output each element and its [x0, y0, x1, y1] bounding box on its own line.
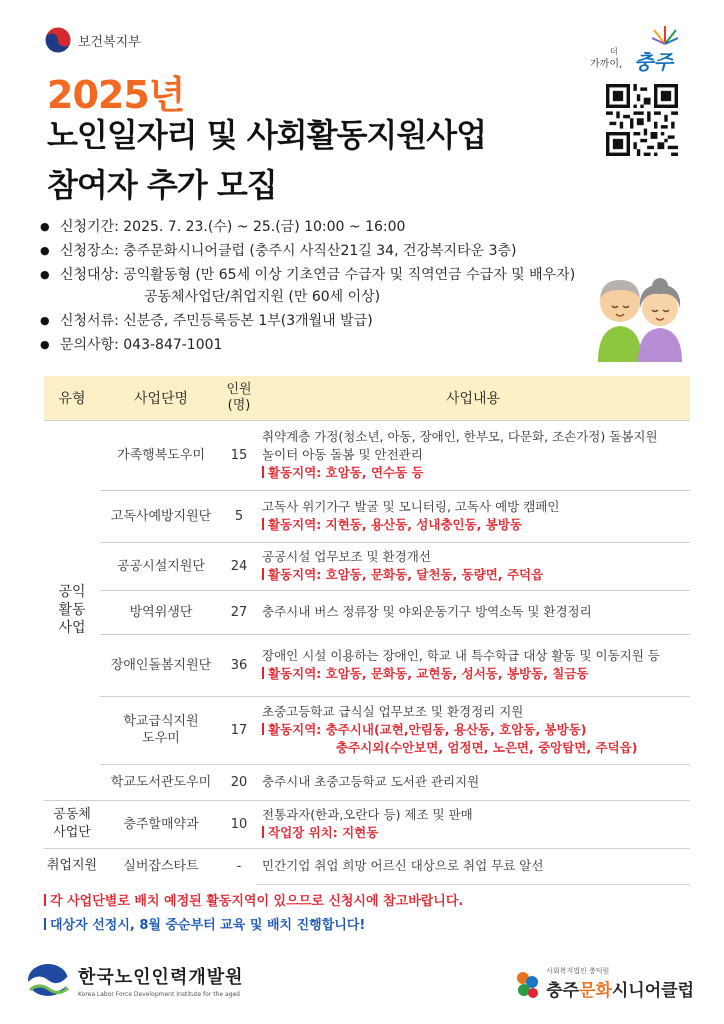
info-target-cont: 공동체사업단/취업지원 (만 60세 이상)	[144, 289, 381, 305]
senior-club-icon	[514, 969, 540, 999]
table-row	[44, 764, 690, 800]
info-target: ● 신청대상: 공익활동형 (만 65세 이상 기초연금 수급자 및 직역연금 수급자 및 배우자) 공동체사업단/취업지원 (만 60세 이상)	[40, 264, 600, 308]
row-desc: 초중고등학교 급식실 업무보조 및 환경정리 지원 활동지역: 충주시내(교현,안림동, 용산동, 호암동, 봉방동) 충주시외(수안보면, 엄정면, 노은면, 중앙탑면, 주덕읍)	[256, 696, 690, 764]
row-name: 실버잡스타트	[100, 848, 222, 884]
table-row	[44, 590, 690, 634]
row-note: 활동지역: 호암동, 문화동, 달천동, 동량면, 주덕읍	[268, 567, 544, 582]
row-note: 활동지역: 호암동, 문화동, 교현동, 성서동, 봉방동, 칠금동	[268, 666, 589, 681]
kolaf-name: 한국노인인력개발원	[78, 966, 244, 988]
row-note: 활동지역: 지현동, 용산동, 성내충인동, 봉방동	[268, 517, 523, 532]
row-count: 27	[222, 590, 256, 634]
row-desc: 장애인 시설 이용하는 장애인, 학교 내 특수학급 대상 활동 및 이동지원 등 활동지역: 호암동, 문화동, 교현동, 성서동, 봉방동, 칠금동	[256, 634, 690, 696]
row-name: 고독사예방지원단	[100, 490, 222, 542]
elderly-couple-illustration	[590, 262, 690, 362]
row-name: 방역위생단	[100, 590, 222, 634]
row-desc: 충주시내 버스 정류장 및 야외운동기구 방역소독 및 환경정리	[256, 590, 690, 634]
program-table	[44, 376, 690, 885]
row-name: 가족행복도우미	[100, 420, 222, 490]
table-row	[44, 848, 690, 884]
group-community: 공동체 사업단	[44, 800, 100, 848]
header-type: 유형	[44, 376, 100, 420]
title-line-1: 노인일자리 및 사회활동지원사업	[47, 116, 487, 154]
row-desc: 전통과자(한과,오란다 등) 제조 및 판매 작업장 위치: 지현동	[256, 800, 690, 848]
slogan-city: 충주	[634, 50, 673, 74]
title-line-2: 참여자 추가 모집	[47, 166, 277, 204]
qr-code[interactable]	[606, 84, 678, 156]
note-region: 각 사업단별로 배치 예정된 활동지역이 있으므로 신청시에 참고바랍니다.	[44, 890, 463, 909]
row-note: 활동지역: 충주시내(교현,안림동, 용산동, 호암동, 봉방동)	[268, 722, 587, 737]
table-row	[44, 420, 690, 490]
ministry-logo	[44, 26, 141, 54]
row-desc: 공공시설 업무보조 및 환경개선 활동지역: 호암동, 문화동, 달천동, 동량면, 주덕읍	[256, 542, 690, 590]
senior-club-parent: 사회복지법인 충덕원	[546, 967, 610, 975]
row-desc: 고독사 위기가구 발굴 및 모니터링, 고독사 예방 캠페인 활동지역: 지현동, 용산동, 성내충인동, 봉방동	[256, 490, 690, 542]
row-count: -	[222, 848, 256, 884]
senior-club-logo	[514, 966, 694, 1001]
row-count: 10	[222, 800, 256, 848]
row-name: 학교급식지원 도우미	[100, 696, 222, 764]
row-count: 36	[222, 634, 256, 696]
application-info-list	[40, 216, 600, 358]
row-name: 장애인돌봄지원단	[100, 634, 222, 696]
row-count: 5	[222, 490, 256, 542]
table-row	[44, 542, 690, 590]
kolaf-wave-icon	[26, 962, 70, 998]
kolaf-subtitle: Korea Labor Force Development Institute for the aged	[78, 990, 240, 998]
row-name: 충주할매약과	[100, 800, 222, 848]
info-contact: ● 문의사항: 043-847-1001	[40, 334, 600, 356]
table-header-row	[44, 376, 690, 420]
kolaf-logo	[26, 962, 244, 998]
slogan-small-2: 가까이,	[590, 59, 623, 70]
group-employment: 취업지원	[44, 848, 100, 884]
table-row	[44, 634, 690, 696]
sparkle-burst-icon	[650, 22, 680, 46]
header-count: 인원 (명)	[222, 376, 256, 420]
row-count: 17	[222, 696, 256, 764]
slogan-small-1: 더	[610, 47, 618, 56]
info-place: ● 신청장소: 충주문화시니어클럽 (충주시 사직산21길 34, 건강복지타운 3층)	[40, 240, 600, 262]
header-name: 사업단명	[100, 376, 222, 420]
row-count: 24	[222, 542, 256, 590]
row-note-2: 충주시외(수안보면, 엄정면, 노은면, 중앙탑면, 주덕읍)	[336, 740, 638, 755]
row-count: 15	[222, 420, 256, 490]
group-public: 공익 활동 사업	[44, 420, 100, 800]
ministry-name: 보건복지부	[78, 34, 141, 50]
table-row	[44, 490, 690, 542]
row-note: 작업장 위치: 지현동	[268, 825, 379, 840]
row-name: 공공시설지원단	[100, 542, 222, 590]
table-row	[44, 696, 690, 764]
row-count: 20	[222, 764, 256, 800]
row-name: 학교도서관도우미	[100, 764, 222, 800]
row-desc: 취약계층 가정(청소년, 아동, 장애인, 한부모, 다문화, 조손가정) 돌봄지원 놀이터 아동 돌봄 및 안전관리 활동지역: 호암동, 연수동 등	[256, 420, 690, 490]
taegeuk-emblem-icon	[44, 26, 72, 54]
row-desc: 충주시내 초중고등학교 도서관 관리지원	[256, 764, 690, 800]
city-slogan	[584, 22, 684, 74]
senior-club-name: 충주문화시니어클럽	[546, 981, 694, 1001]
title-year: 2025년	[47, 73, 185, 117]
table-row	[44, 800, 690, 848]
info-documents: ● 신청서류: 신분증, 주민등록등본 1부(3개월내 발급)	[40, 310, 600, 332]
info-period: ● 신청기간: 2025. 7. 23.(수) ~ 25.(금) 10:00 ~ 16:00	[40, 216, 600, 238]
row-note: 활동지역: 호암동, 연수동 등	[268, 465, 424, 480]
row-desc: 민간기업 취업 희망 어르신 대상으로 취업 무료 알선	[256, 848, 690, 884]
note-schedule: 대상자 선정시, 8월 중순부터 교육 및 배치 진행합니다!	[44, 914, 365, 933]
header-desc: 사업내용	[256, 376, 690, 420]
